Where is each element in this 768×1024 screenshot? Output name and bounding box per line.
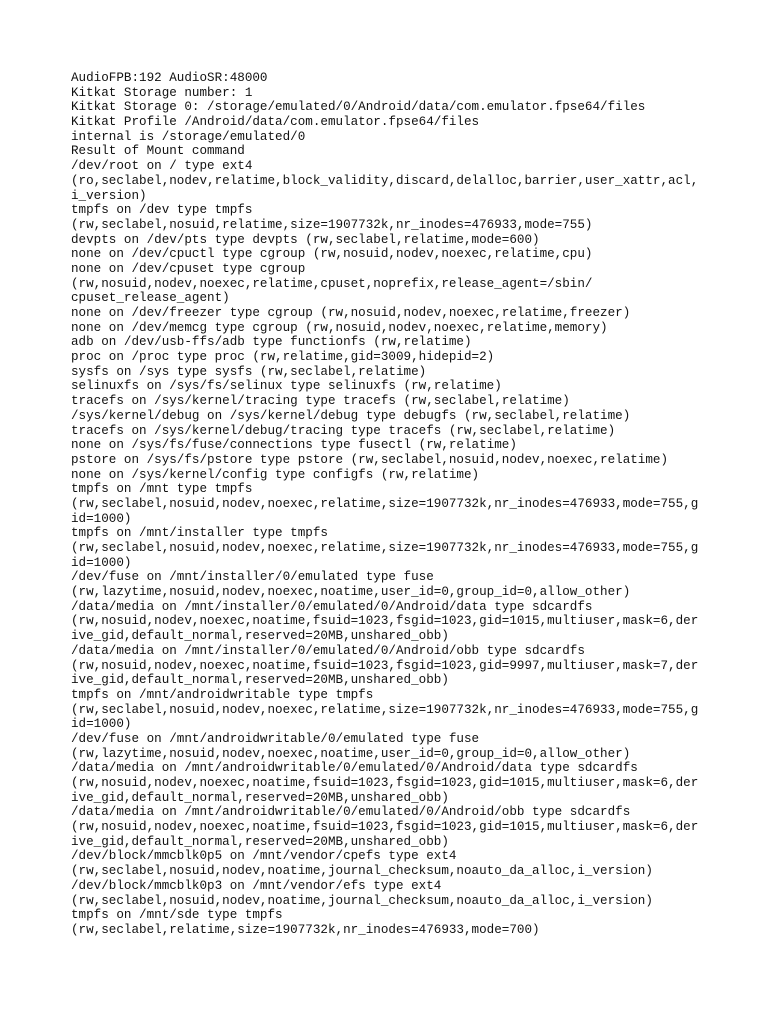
log-line: cpuset_release_agent) <box>71 291 230 306</box>
log-line: /dev/block/mmcblk0p3 on /mnt/vendor/efs type ext4 <box>71 878 442 893</box>
log-line: /dev/fuse on /mnt/androidwritable/0/emulated type fuse <box>71 731 480 746</box>
log-line: (rw,seclabel,nosuid,nodev,noexec,relatime,size=1907732k,nr_inodes=476933,mode=755,g <box>71 702 699 717</box>
log-line: /sys/kernel/debug on /sys/kernel/debug type debugfs (rw,seclabel,relatime) <box>71 408 631 423</box>
log-line: ive_gid,default_normal,reserved=20MB,unshared_obb) <box>71 790 449 805</box>
log-line: none on /dev/cpuset type cgroup <box>71 261 306 276</box>
log-line: tmpfs on /dev type tmpfs <box>71 203 253 218</box>
log-line: id=1000) <box>71 511 132 526</box>
log-line: proc on /proc type proc (rw,relatime,gid=3009,hidepid=2) <box>71 350 495 365</box>
log-line: /data/media on /mnt/installer/0/emulated/0/Android/obb type sdcardfs <box>71 643 585 658</box>
log-line: tracefs on /sys/kernel/tracing type tracefs (rw,seclabel,relatime) <box>71 394 570 409</box>
log-document <box>71 71 751 938</box>
log-line: (rw,nosuid,nodev,noexec,noatime,fsuid=1023,fsgid=1023,gid=1015,multiuser,mask=6,der <box>71 820 699 835</box>
log-line: /dev/root on / type ext4 <box>71 159 253 174</box>
log-line: (rw,nosuid,nodev,noexec,noatime,fsuid=1023,fsgid=1023,gid=1015,multiuser,mask=6,der <box>71 776 699 790</box>
log-line: none on /sys/kernel/config type configfs (rw,relatime) <box>71 467 480 482</box>
log-line: pstore on /sys/fs/pstore type pstore (rw,seclabel,nosuid,nodev,noexec,relatime) <box>71 452 669 467</box>
log-line: (rw,seclabel,nosuid,nodev,noatime,journal_checksum,noauto_da_alloc,i_version) <box>71 864 653 879</box>
log-line: (rw,lazytime,nosuid,nodev,noexec,noatime,user_id=0,group_id=0,allow_other) <box>71 585 631 600</box>
log-line: selinuxfs on /sys/fs/selinux type selinuxfs (rw,relatime) <box>71 379 502 394</box>
log-line: ive_gid,default_normal,reserved=20MB,unshared_obb) <box>71 834 449 849</box>
log-line: (rw,nosuid,nodev,noexec,noatime,fsuid=1023,fsgid=1023,gid=9997,multiuser,mask=7,der <box>71 658 699 673</box>
log-line: (rw,seclabel,nosuid,relatime,size=1907732k,nr_inodes=476933,mode=755) <box>71 217 593 232</box>
log-line: i_version) <box>71 188 147 203</box>
log-line: tmpfs on /mnt/installer type tmpfs <box>71 526 328 541</box>
log-line: ive_gid,default_normal,reserved=20MB,unshared_obb) <box>71 673 449 688</box>
log-line: id=1000) <box>71 555 132 570</box>
log-line: sysfs on /sys type sysfs (rw,seclabel,relatime) <box>71 364 427 379</box>
log-line: (rw,seclabel,nosuid,nodev,noatime,journal_checksum,noauto_da_alloc,i_version) <box>71 893 653 908</box>
log-line: (ro,seclabel,nodev,relatime,block_validity,discard,delalloc,barrier,user_xattr,acl, <box>71 173 699 188</box>
log-line: Result of Mount command <box>71 144 245 159</box>
log-line: none on /dev/freezer type cgroup (rw,nosuid,nodev,noexec,relatime,freezer) <box>71 306 631 320</box>
log-line: tracefs on /sys/kernel/debug/tracing type tracefs (rw,seclabel,relatime) <box>71 423 616 438</box>
log-line: Kitkat Storage number: 1 <box>71 85 253 100</box>
log-line: ive_gid,default_normal,reserved=20MB,unshared_obb) <box>71 629 449 644</box>
log-line: (rw,nosuid,nodev,noexec,noatime,fsuid=1023,fsgid=1023,gid=1015,multiuser,mask=6,der <box>71 614 699 629</box>
log-line: tmpfs on /mnt/sde type tmpfs <box>71 908 283 923</box>
log-line: /dev/fuse on /mnt/installer/0/emulated type fuse <box>71 570 434 585</box>
log-line: id=1000) <box>71 717 132 732</box>
log-line: devpts on /dev/pts type devpts (rw,seclabel,relatime,mode=600) <box>71 232 540 247</box>
log-line: tmpfs on /mnt/androidwritable type tmpfs <box>71 687 374 702</box>
log-line: (rw,seclabel,relatime,size=1907732k,nr_inodes=476933,mode=700) <box>71 922 540 937</box>
log-line: (rw,seclabel,nosuid,nodev,noexec,relatime,size=1907732k,nr_inodes=476933,mode=755,g <box>71 541 699 555</box>
log-line: Kitkat Storage 0: /storage/emulated/0/Android/data/com.emulator.fpse64/files <box>71 100 646 115</box>
log-line: tmpfs on /mnt type tmpfs <box>71 482 253 497</box>
log-line: /data/media on /mnt/androidwritable/0/emulated/0/Android/obb type sdcardfs <box>71 805 631 820</box>
log-line: (rw,lazytime,nosuid,nodev,noexec,noatime,user_id=0,group_id=0,allow_other) <box>71 746 631 761</box>
log-line: AudioFPB:192 AudioSR:48000 <box>71 71 268 85</box>
log-line: /data/media on /mnt/androidwritable/0/emulated/0/Android/data type sdcardfs <box>71 761 638 776</box>
log-line: none on /dev/memcg type cgroup (rw,nosuid,nodev,noexec,relatime,memory) <box>71 320 608 335</box>
log-line: Kitkat Profile /Android/data/com.emulator.fpse64/files <box>71 115 480 130</box>
log-line: internal is /storage/emulated/0 <box>71 129 306 144</box>
log-line: none on /sys/fs/fuse/connections type fusectl (rw,relatime) <box>71 438 517 453</box>
log-line: /data/media on /mnt/installer/0/emulated/0/Android/data type sdcardfs <box>71 599 593 614</box>
log-line: (rw,nosuid,nodev,noexec,relatime,cpuset,noprefix,release_agent=/sbin/ <box>71 276 593 291</box>
log-line: adb on /dev/usb-ffs/adb type functionfs (rw,relatime) <box>71 335 472 350</box>
log-line: (rw,seclabel,nosuid,nodev,noexec,relatime,size=1907732k,nr_inodes=476933,mode=755,g <box>71 496 699 511</box>
log-line: /dev/block/mmcblk0p5 on /mnt/vendor/cpefs type ext4 <box>71 849 457 864</box>
log-line: none on /dev/cpuctl type cgroup (rw,nosuid,nodev,noexec,relatime,cpu) <box>71 247 593 262</box>
